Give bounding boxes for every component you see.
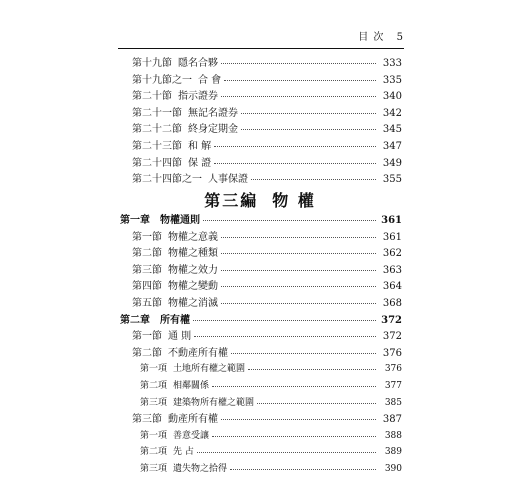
- toc-entry-title: 和 解: [188, 141, 212, 152]
- toc-entry: [0, 279, 520, 294]
- toc-entry-code: 第二項: [140, 447, 168, 458]
- toc-entry-label: [140, 429, 209, 444]
- toc-entry: [0, 346, 520, 361]
- toc-entry: [0, 106, 520, 121]
- dot-leader: [221, 286, 376, 287]
- toc-entry-code: 第二十一節: [132, 107, 182, 119]
- toc-entry-page: 340: [380, 89, 402, 104]
- dot-leader: [197, 452, 376, 453]
- toc-entry-title: 土地所有權之範圍: [173, 364, 246, 375]
- toc-entry-label: [120, 213, 200, 228]
- toc-entry-label: [132, 156, 211, 171]
- toc-entry-page: 345: [380, 122, 402, 137]
- toc-entry: [0, 89, 520, 104]
- toc-entry-page: 372: [381, 314, 402, 326]
- toc-entry-title: 相鄰關係: [173, 381, 210, 391]
- toc-entry-page: 372: [380, 329, 402, 344]
- toc-entry-code: 第一章: [120, 215, 150, 226]
- toc-entry-label: [132, 139, 211, 154]
- toc-entry-page: 385: [380, 396, 402, 411]
- dot-leader: [194, 336, 376, 337]
- toc-entry: [0, 429, 520, 444]
- toc-entry-label: [132, 412, 218, 427]
- toc-entry-page: 388: [380, 429, 402, 444]
- toc-entry-title: 善意受讓: [173, 430, 210, 441]
- toc-entry-label: [132, 73, 221, 88]
- toc-entry-label: [132, 56, 218, 71]
- toc-entry-page: 347: [380, 139, 402, 154]
- toc-entry: [0, 172, 520, 187]
- toc-entry-page: 364: [380, 279, 402, 294]
- toc-entry-code: 第十九節之一: [132, 74, 192, 86]
- dot-leader: [212, 386, 376, 387]
- toc-entry-code: 第二節: [132, 347, 162, 359]
- toc-entry-title: 建築物所有權之範圍: [173, 397, 255, 408]
- toc-entry-page: 387: [380, 412, 402, 427]
- toc-entry: [0, 213, 520, 228]
- dot-leader: [231, 353, 376, 354]
- toc-entry-title: 所有權: [160, 314, 190, 326]
- toc-entry-code: 第四節: [132, 281, 162, 293]
- toc-entry: [0, 156, 520, 171]
- toc-entry-label: [132, 279, 218, 294]
- toc-entry: [0, 362, 520, 377]
- toc-entry-title: 物權之變動: [168, 281, 218, 293]
- toc-entry-label: [132, 246, 218, 261]
- toc-entry: [0, 379, 520, 394]
- toc-entry: [0, 396, 520, 411]
- dot-leader: [251, 179, 376, 180]
- toc-entry-code: 第二十二節: [132, 124, 182, 136]
- dot-leader: [257, 403, 376, 404]
- toc-entry-code: 第三節: [132, 264, 162, 276]
- toc-entry-title: 物權之種類: [168, 248, 218, 260]
- toc-entry-page: 376: [380, 362, 402, 377]
- toc-entry-code: 第二項: [140, 381, 168, 391]
- dot-leader: [214, 163, 376, 164]
- toc-entry: [0, 122, 520, 137]
- toc-entry-code: 第一節: [132, 331, 162, 343]
- dot-leader: [224, 80, 376, 81]
- dot-leader: [248, 369, 376, 370]
- toc-entry: [0, 73, 520, 88]
- toc-entry-title: 指示證券: [178, 91, 218, 103]
- toc-entry-title: 不動產所有權: [168, 347, 228, 359]
- toc-entry-code: 第二十三節: [132, 141, 182, 152]
- toc-entry-code: 第二十節: [132, 91, 172, 103]
- toc-entry-label: [132, 296, 218, 311]
- toc-entry-code: 第二節: [132, 248, 162, 260]
- toc-entry: [0, 313, 520, 328]
- toc-entry-page: 335: [380, 73, 402, 88]
- toc-entry-page: 362: [380, 246, 402, 261]
- toc-entry-label: [132, 230, 218, 245]
- toc-entry-label: [132, 122, 238, 137]
- toc-entry-page: 361: [381, 215, 402, 226]
- toc-entry-label: [132, 346, 228, 361]
- part-heading-code: 第三編: [204, 191, 259, 210]
- toc-entry-label: [132, 89, 218, 104]
- toc-entry: [0, 412, 520, 427]
- header-rule: [118, 48, 404, 49]
- toc-entry-page: 368: [380, 296, 402, 311]
- toc-entry-label: [120, 313, 190, 328]
- toc-entry-code: 第一項: [140, 364, 168, 375]
- toc-entry-page: 377: [380, 379, 402, 394]
- toc-entry-page: 361: [380, 230, 402, 245]
- toc-entry-code: 第一節: [132, 231, 162, 243]
- toc-entry-code: 第二章: [120, 314, 150, 326]
- toc-entry-label: [140, 445, 194, 460]
- toc-entry-title: 物權通則: [160, 215, 200, 226]
- toc-entry-label: [140, 379, 209, 394]
- toc-entry-title: 物權之意義: [168, 231, 218, 243]
- toc-entry-title: 物權之效力: [168, 264, 218, 276]
- toc-entry: [0, 462, 520, 477]
- dot-leader: [212, 436, 376, 437]
- toc-entry-title: 無記名證券: [188, 107, 238, 119]
- toc-entry-label: [132, 106, 238, 121]
- dot-leader: [221, 96, 376, 97]
- dot-leader: [193, 320, 376, 321]
- toc-entry: [0, 56, 520, 71]
- toc-entry-title: 保 證: [188, 157, 212, 169]
- toc-entry-label: [132, 263, 218, 278]
- toc-entry: [0, 296, 520, 311]
- toc-entry-title: 先 占: [173, 447, 194, 458]
- dot-leader: [230, 469, 376, 470]
- toc-entry: [0, 329, 520, 344]
- toc-entry-label: [140, 462, 227, 477]
- header-title: 目 次: [358, 32, 385, 43]
- toc-entry-code: 第三項: [140, 397, 168, 408]
- part-heading-title: 物 權: [272, 191, 316, 210]
- toc-entry-code: 第十九節: [132, 58, 172, 69]
- toc-entry-code: 第三項: [140, 464, 168, 474]
- header-page-number: 5: [396, 32, 404, 43]
- dot-leader: [221, 303, 376, 304]
- dot-leader: [221, 237, 376, 238]
- running-header: [358, 28, 404, 43]
- toc-entry-code: 第三節: [132, 414, 162, 426]
- toc-entry-page: 389: [380, 445, 402, 460]
- toc-entry-code: 第一項: [140, 430, 168, 441]
- dot-leader: [221, 253, 376, 254]
- toc-entry-page: 342: [380, 106, 402, 121]
- toc-entry-page: 390: [380, 462, 402, 477]
- toc-entry-title: 隱名合夥: [178, 58, 218, 69]
- toc-entry-title: 遺失物之拾得: [173, 464, 228, 474]
- toc-entry-label: [132, 172, 248, 187]
- toc-entry-code: 第五節: [132, 298, 162, 309]
- part-heading: [0, 188, 520, 211]
- toc-entry-title: 動產所有權: [168, 414, 218, 426]
- dot-leader: [221, 270, 376, 271]
- toc-entry-title: 合 會: [198, 74, 222, 86]
- dot-leader: [241, 113, 376, 114]
- toc-entry: [0, 139, 520, 154]
- toc-entry-title: 終身定期金: [188, 124, 238, 136]
- toc-entry-label: [140, 396, 254, 411]
- dot-leader: [203, 220, 376, 221]
- dot-leader: [221, 63, 376, 64]
- dot-leader: [241, 129, 376, 130]
- toc-entry-title: 物權之消滅: [168, 298, 218, 309]
- toc-entry-page: 349: [380, 156, 402, 171]
- dot-leader: [214, 146, 376, 147]
- toc-entry-page: 363: [380, 263, 402, 278]
- toc-entry: [0, 246, 520, 261]
- toc-entry-label: [140, 362, 245, 377]
- dot-leader: [221, 419, 376, 420]
- toc-entry-code: 第二十四節之一: [132, 174, 202, 186]
- toc-entry-title: 通 則: [168, 331, 192, 343]
- toc-entry-page: 355: [380, 172, 402, 187]
- toc-entry: [0, 445, 520, 460]
- toc-entry-page: 376: [380, 346, 402, 361]
- toc-entry: [0, 263, 520, 278]
- toc-entry: [0, 230, 520, 245]
- toc-entry-page: 333: [380, 56, 402, 71]
- toc-entry-label: [132, 329, 191, 344]
- toc-entry-title: 人事保證: [208, 174, 248, 186]
- toc-entry-code: 第二十四節: [132, 157, 182, 169]
